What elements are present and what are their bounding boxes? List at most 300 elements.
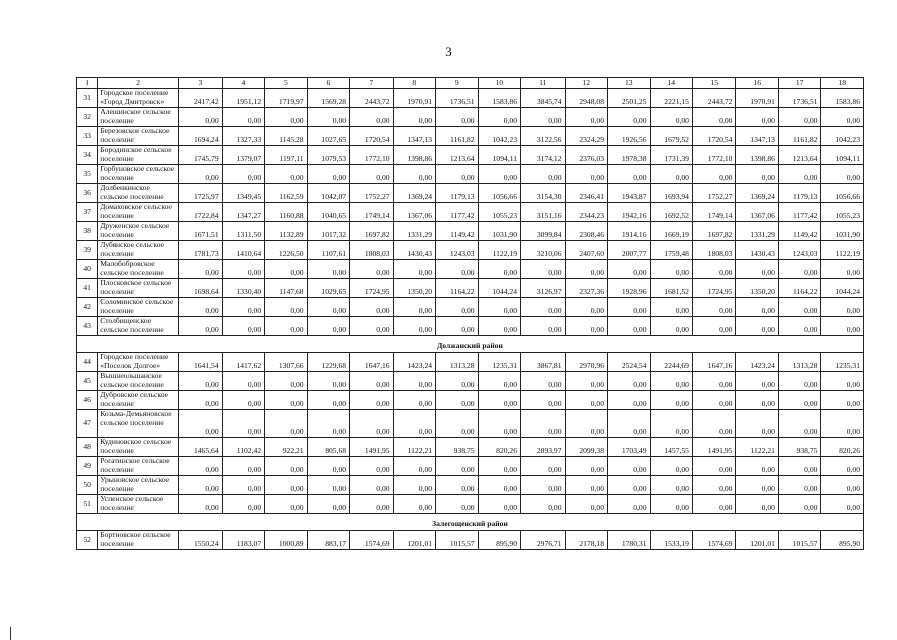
row-number: 36 (77, 184, 98, 203)
value-cell: 1183,07 (222, 531, 264, 550)
value-cell: 0,00 (608, 391, 650, 410)
header-cell: 15 (692, 78, 735, 89)
settlement-name: Друженское сельское поселение (98, 222, 179, 241)
value-cell: 0,00 (521, 317, 566, 336)
value-cell: 1367,06 (393, 203, 435, 222)
value-cell: 0,00 (222, 476, 264, 495)
value-cell: 0,00 (350, 410, 393, 438)
table-row (77, 353, 864, 372)
value-cell: 1719,97 (265, 89, 307, 108)
value-cell: 1943,87 (608, 184, 650, 203)
value-cell: 1697,82 (350, 222, 393, 241)
row-number: 42 (77, 298, 98, 317)
value-cell: 0,00 (478, 391, 520, 410)
value-cell: 1347,27 (222, 203, 264, 222)
value-cell: 1055,23 (821, 203, 864, 222)
row-number: 31 (77, 89, 98, 108)
row-number: 35 (77, 165, 98, 184)
value-cell: 0,00 (736, 108, 778, 127)
value-cell: 2443,72 (350, 89, 393, 108)
value-cell: 1031,90 (478, 222, 520, 241)
value-cell: 1311,50 (222, 222, 264, 241)
value-cell: 1417,62 (222, 353, 264, 372)
settlement-name: Городское поселение «Поселок Долгое» (98, 353, 179, 372)
value-cell: 0,00 (179, 165, 222, 184)
value-cell: 0,00 (650, 457, 692, 476)
value-cell: 1350,20 (736, 279, 778, 298)
value-cell: 0,00 (565, 260, 607, 279)
value-cell: 0,00 (821, 391, 864, 410)
value-cell: 0,00 (265, 391, 307, 410)
value-cell: 0,00 (478, 260, 520, 279)
header-cell: 18 (821, 78, 864, 89)
value-cell: 0,00 (307, 108, 349, 127)
value-cell: 0,00 (307, 260, 349, 279)
value-cell: 0,00 (350, 372, 393, 391)
value-cell: 3126,97 (521, 279, 566, 298)
value-cell: 0,00 (650, 317, 692, 336)
value-cell: 0,00 (265, 372, 307, 391)
value-cell: 0,00 (350, 391, 393, 410)
value-cell: 1107,61 (307, 241, 349, 260)
value-cell: 0,00 (821, 495, 864, 514)
value-cell: 0,00 (307, 410, 349, 438)
header-cell: 7 (350, 78, 393, 89)
value-cell: 938,75 (436, 438, 478, 457)
value-cell: 820,26 (478, 438, 520, 457)
value-cell: 0,00 (179, 457, 222, 476)
table-row (77, 146, 864, 165)
value-cell: 1641,54 (179, 353, 222, 372)
value-cell: 1179,13 (436, 184, 478, 203)
value-cell: 1491,95 (350, 438, 393, 457)
settlement-name: Дубровское сельское поселение (98, 391, 179, 410)
table-row (77, 89, 864, 108)
value-cell: 0,00 (778, 317, 820, 336)
value-cell: 0,00 (736, 372, 778, 391)
table-row (77, 372, 864, 391)
value-cell: 2970,96 (565, 353, 607, 372)
value-cell: 0,00 (650, 410, 692, 438)
value-cell: 1347,13 (393, 127, 435, 146)
value-cell: 0,00 (565, 372, 607, 391)
header-cell: 8 (393, 78, 435, 89)
value-cell: 0,00 (608, 298, 650, 317)
value-cell: 1781,73 (179, 241, 222, 260)
value-cell: 2007,77 (608, 241, 650, 260)
value-cell: 1235,31 (478, 353, 520, 372)
header-cell: 17 (778, 78, 820, 89)
value-cell: 0,00 (436, 108, 478, 127)
value-cell: 1226,50 (265, 241, 307, 260)
value-cell: 0,00 (265, 108, 307, 127)
value-cell: 2346,41 (565, 184, 607, 203)
value-cell: 0,00 (436, 391, 478, 410)
value-cell: 1213,64 (778, 146, 820, 165)
table-row (77, 495, 864, 514)
row-number: 37 (77, 203, 98, 222)
value-cell: 1698,64 (179, 279, 222, 298)
value-cell: 0,00 (521, 108, 566, 127)
value-cell: 3122,56 (521, 127, 566, 146)
value-cell: 0,00 (565, 298, 607, 317)
value-cell: 1703,49 (608, 438, 650, 457)
value-cell: 0,00 (478, 372, 520, 391)
value-cell: 1015,57 (436, 531, 478, 550)
section-title: Залегощенский район (77, 514, 864, 531)
value-cell: 1942,16 (608, 203, 650, 222)
value-cell: 2524,54 (608, 353, 650, 372)
value-cell: 1692,52 (650, 203, 692, 222)
value-cell: 1179,13 (778, 184, 820, 203)
value-cell: 0,00 (350, 495, 393, 514)
value-cell: 2178,18 (565, 531, 607, 550)
value-cell: 1160,88 (265, 203, 307, 222)
value-cell: 1736,51 (778, 89, 820, 108)
value-cell: 0,00 (436, 457, 478, 476)
header-cell: 3 (179, 78, 222, 89)
value-cell: 0,00 (778, 410, 820, 438)
value-cell: 1327,33 (222, 127, 264, 146)
value-cell: 0,00 (736, 410, 778, 438)
value-cell: 1177,42 (778, 203, 820, 222)
value-cell: 0,00 (265, 317, 307, 336)
value-cell: 1056,66 (478, 184, 520, 203)
row-number: 41 (77, 279, 98, 298)
value-cell: 0,00 (821, 410, 864, 438)
value-cell: 2443,72 (692, 89, 735, 108)
value-cell: 0,00 (179, 476, 222, 495)
value-cell: 895,90 (478, 531, 520, 550)
value-cell: 895,90 (821, 531, 864, 550)
value-cell: 1369,24 (736, 184, 778, 203)
value-cell: 1724,95 (350, 279, 393, 298)
value-cell: 1015,57 (778, 531, 820, 550)
value-cell: 0,00 (778, 298, 820, 317)
value-cell: 0,00 (436, 410, 478, 438)
value-cell: 0,00 (565, 108, 607, 127)
value-cell: 0,00 (565, 391, 607, 410)
value-cell: 1145,28 (265, 127, 307, 146)
section-row (77, 514, 864, 531)
row-number: 32 (77, 108, 98, 127)
value-cell: 1122,21 (393, 438, 435, 457)
scan-edge-mark (10, 627, 11, 640)
row-number: 46 (77, 391, 98, 410)
value-cell: 1772,10 (692, 146, 735, 165)
value-cell: 0,00 (565, 476, 607, 495)
settlement-name: Городское поселение «Город Дмитровск» (98, 89, 179, 108)
value-cell: 0,00 (692, 457, 735, 476)
value-cell: 1749,14 (350, 203, 393, 222)
settlement-name: Урыновское сельское поселение (98, 476, 179, 495)
value-cell: 0,00 (778, 260, 820, 279)
value-cell: 0,00 (222, 391, 264, 410)
value-cell: 1752,27 (350, 184, 393, 203)
header-cell: 16 (736, 78, 778, 89)
row-number: 48 (77, 438, 98, 457)
value-cell: 1745,79 (179, 146, 222, 165)
value-cell: 1213,64 (436, 146, 478, 165)
value-cell: 1229,68 (307, 353, 349, 372)
value-cell: 0,00 (478, 457, 520, 476)
value-cell: 1055,23 (478, 203, 520, 222)
header-cell: 1 (77, 78, 98, 89)
value-cell: 1457,55 (650, 438, 692, 457)
row-number: 40 (77, 260, 98, 279)
value-cell: 1330,40 (222, 279, 264, 298)
value-cell: 0,00 (307, 391, 349, 410)
value-cell: 1149,42 (436, 222, 478, 241)
value-cell: 0,00 (436, 298, 478, 317)
table-row (77, 531, 864, 550)
value-cell: 1027,65 (307, 127, 349, 146)
value-cell: 1731,39 (650, 146, 692, 165)
value-cell: 0,00 (650, 165, 692, 184)
value-cell: 0,00 (521, 298, 566, 317)
settlement-name: Алешинское сельское поселение (98, 108, 179, 127)
settlement-name: Козьма-Демьяновское сельское поселение (98, 410, 179, 438)
value-cell: 2308,46 (565, 222, 607, 241)
row-number: 38 (77, 222, 98, 241)
settlement-name: Долбенкинское сельское поселение (98, 184, 179, 203)
value-cell: 0,00 (393, 317, 435, 336)
value-cell: 0,00 (265, 260, 307, 279)
value-cell: 1720,54 (350, 127, 393, 146)
value-cell: 3845,74 (521, 89, 566, 108)
value-cell: 0,00 (179, 391, 222, 410)
value-cell: 1042,23 (821, 127, 864, 146)
value-cell: 0,00 (778, 372, 820, 391)
value-cell: 1550,24 (179, 531, 222, 550)
value-cell: 0,00 (436, 476, 478, 495)
value-cell: 1056,66 (821, 184, 864, 203)
value-cell: 1331,29 (736, 222, 778, 241)
value-cell: 1759,48 (650, 241, 692, 260)
value-cell: 0,00 (692, 410, 735, 438)
value-cell: 1926,56 (608, 127, 650, 146)
value-cell: 0,00 (608, 260, 650, 279)
header-cell: 5 (265, 78, 307, 89)
value-cell: 1722,84 (179, 203, 222, 222)
settlement-name: Успенское сельское поселение (98, 495, 179, 514)
value-cell: 1725,97 (179, 184, 222, 203)
value-cell: 0,00 (650, 260, 692, 279)
value-cell: 0,00 (692, 165, 735, 184)
value-cell: 1533,19 (650, 531, 692, 550)
value-cell: 0,00 (436, 495, 478, 514)
value-cell: 1147,68 (265, 279, 307, 298)
header-cell: 13 (608, 78, 650, 89)
value-cell: 0,00 (608, 372, 650, 391)
value-cell: 1000,89 (265, 531, 307, 550)
value-cell: 0,00 (608, 317, 650, 336)
value-cell: 0,00 (393, 372, 435, 391)
value-cell: 1423,24 (393, 353, 435, 372)
value-cell: 0,00 (179, 108, 222, 127)
value-cell: 1161,82 (436, 127, 478, 146)
value-cell: 1808,03 (350, 241, 393, 260)
value-cell: 0,00 (692, 298, 735, 317)
value-cell: 1978,38 (608, 146, 650, 165)
value-cell: 0,00 (222, 108, 264, 127)
value-cell: 1313,28 (778, 353, 820, 372)
table-row (77, 410, 864, 438)
value-cell: 2327,36 (565, 279, 607, 298)
value-cell: 1398,86 (736, 146, 778, 165)
value-cell: 3151,16 (521, 203, 566, 222)
value-cell: 1162,59 (265, 184, 307, 203)
value-cell: 1736,51 (436, 89, 478, 108)
value-cell: 1042,07 (307, 184, 349, 203)
value-cell: 1808,03 (692, 241, 735, 260)
value-cell: 0,00 (565, 457, 607, 476)
value-cell: 3174,12 (521, 146, 566, 165)
row-number: 51 (77, 495, 98, 514)
value-cell: 2407,60 (565, 241, 607, 260)
value-cell: 0,00 (222, 260, 264, 279)
table-row (77, 165, 864, 184)
value-cell: 1679,52 (650, 127, 692, 146)
value-cell: 0,00 (393, 108, 435, 127)
value-cell: 1094,11 (821, 146, 864, 165)
value-cell: 1161,82 (778, 127, 820, 146)
value-cell: 0,00 (179, 495, 222, 514)
value-cell: 0,00 (608, 410, 650, 438)
value-cell: 922,21 (265, 438, 307, 457)
value-cell: 1491,95 (692, 438, 735, 457)
value-cell: 1780,31 (608, 531, 650, 550)
value-cell: 0,00 (307, 165, 349, 184)
value-cell: 1430,43 (736, 241, 778, 260)
value-cell: 1430,43 (393, 241, 435, 260)
value-cell: 2099,38 (565, 438, 607, 457)
settlement-name: Малобобровское сельское поселение (98, 260, 179, 279)
value-cell: 1044,24 (821, 279, 864, 298)
section-title: Должанский район (77, 336, 864, 353)
value-cell: 1720,54 (692, 127, 735, 146)
value-cell: 1149,42 (778, 222, 820, 241)
value-cell: 0,00 (736, 457, 778, 476)
value-cell: 0,00 (692, 391, 735, 410)
header-cell: 10 (478, 78, 520, 89)
value-cell: 0,00 (608, 476, 650, 495)
value-cell: 0,00 (650, 495, 692, 514)
value-cell: 1122,21 (736, 438, 778, 457)
value-cell: 0,00 (778, 391, 820, 410)
value-cell: 1398,86 (393, 146, 435, 165)
value-cell: 0,00 (350, 298, 393, 317)
settlement-name: Вышнеольшанское сельское поселение (98, 372, 179, 391)
value-cell: 1928,96 (608, 279, 650, 298)
value-cell: 1914,16 (608, 222, 650, 241)
table-row (77, 108, 864, 127)
value-cell: 1970,91 (393, 89, 435, 108)
row-number: 34 (77, 146, 98, 165)
value-cell: 0,00 (478, 317, 520, 336)
value-cell: 0,00 (265, 165, 307, 184)
value-cell: 820,26 (821, 438, 864, 457)
value-cell: 1694,24 (179, 127, 222, 146)
table-body (77, 78, 864, 550)
value-cell: 1349,45 (222, 184, 264, 203)
value-cell: 0,00 (393, 457, 435, 476)
value-cell: 0,00 (692, 476, 735, 495)
value-cell: 1574,69 (350, 531, 393, 550)
value-cell: 0,00 (393, 391, 435, 410)
value-cell: 0,00 (478, 495, 520, 514)
value-cell: 0,00 (179, 410, 222, 438)
table-row (77, 260, 864, 279)
row-number: 43 (77, 317, 98, 336)
value-cell: 1671,51 (179, 222, 222, 241)
value-cell: 0,00 (736, 495, 778, 514)
value-cell: 0,00 (307, 317, 349, 336)
value-cell: 0,00 (393, 165, 435, 184)
table-row (77, 457, 864, 476)
value-cell: 2344,23 (565, 203, 607, 222)
value-cell: 0,00 (350, 457, 393, 476)
value-cell: 0,00 (778, 495, 820, 514)
table-row (77, 127, 864, 146)
value-cell: 1164,22 (778, 279, 820, 298)
value-cell: 1042,23 (478, 127, 520, 146)
settlement-name: Рогатинское сельское поселение (98, 457, 179, 476)
value-cell: 1044,24 (478, 279, 520, 298)
page-number: 3 (445, 44, 452, 59)
value-cell: 3154,30 (521, 184, 566, 203)
value-cell: 1331,29 (393, 222, 435, 241)
value-cell: 0,00 (350, 108, 393, 127)
table-row (77, 438, 864, 457)
value-cell: 1243,03 (778, 241, 820, 260)
value-cell: 1724,95 (692, 279, 735, 298)
value-cell: 0,00 (521, 476, 566, 495)
value-cell: 1465,64 (179, 438, 222, 457)
value-cell: 1040,65 (307, 203, 349, 222)
value-cell: 883,17 (307, 531, 349, 550)
section-row (77, 336, 864, 353)
header-cell: 14 (650, 78, 692, 89)
value-cell: 1681,52 (650, 279, 692, 298)
value-cell: 0,00 (265, 410, 307, 438)
value-cell: 0,00 (778, 165, 820, 184)
value-cell: 1079,53 (307, 146, 349, 165)
value-cell: 1201,01 (736, 531, 778, 550)
value-cell: 2501,25 (608, 89, 650, 108)
value-cell: 1313,28 (436, 353, 478, 372)
settlement-name: Кудиновское сельское поселение (98, 438, 179, 457)
table-row (77, 184, 864, 203)
value-cell: 1243,03 (436, 241, 478, 260)
value-cell: 0,00 (608, 495, 650, 514)
value-cell: 3210,06 (521, 241, 566, 260)
value-cell: 0,00 (222, 495, 264, 514)
value-cell: 1029,65 (307, 279, 349, 298)
value-cell: 0,00 (393, 495, 435, 514)
value-cell: 1094,11 (478, 146, 520, 165)
value-cell: 0,00 (179, 317, 222, 336)
settlement-name: Домаховское сельское поселение (98, 203, 179, 222)
header-cell: 2 (98, 78, 179, 89)
value-cell: 0,00 (608, 457, 650, 476)
value-cell: 1752,27 (692, 184, 735, 203)
value-cell: 0,00 (222, 317, 264, 336)
value-cell: 0,00 (736, 260, 778, 279)
value-cell: 0,00 (307, 495, 349, 514)
value-cell: 0,00 (307, 457, 349, 476)
value-cell: 0,00 (350, 476, 393, 495)
